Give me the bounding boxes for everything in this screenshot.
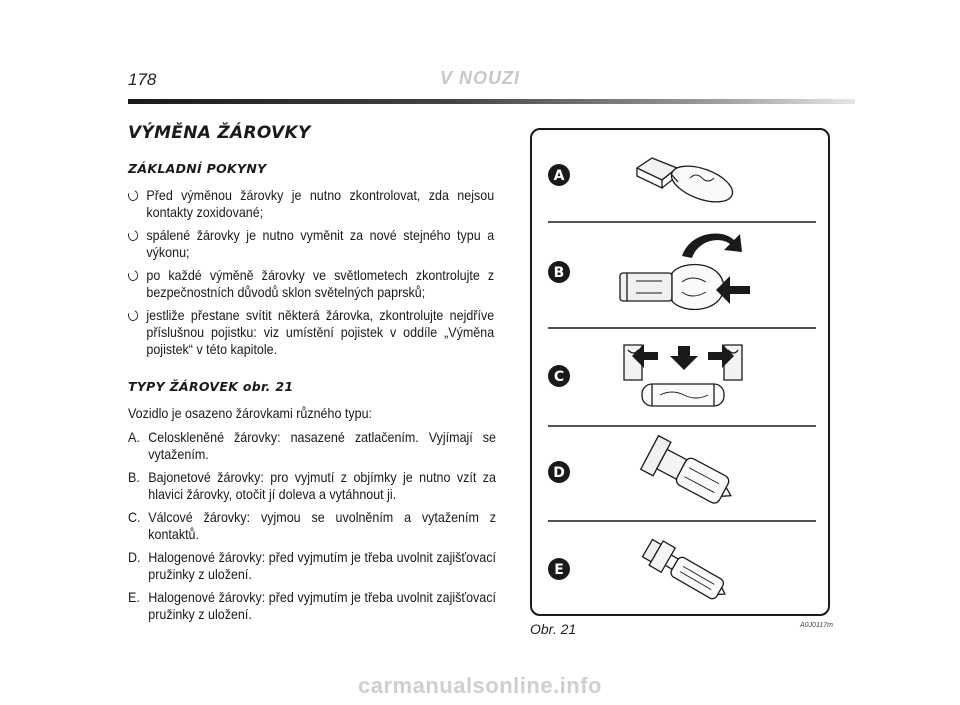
svg-text:D: D [553,465,565,481]
figure-caption: Obr. 21 [530,621,577,637]
running-header: V NOUZI [439,68,520,88]
list-item: D. Halogenové žárovky: před vyjmutím je třeba uvolnit zajišťovací pružinky z uložení. [128,550,497,582]
list-item: A. Celoskleněné žárovky: nasazené zatlačením. Vyjímají se vytažením. [128,430,497,462]
bulb-types-figure [530,128,830,616]
bullet-icon [127,268,140,282]
svg-text:E: E [554,562,564,578]
label-c-badge [548,365,570,387]
types-intro: Vozidlo je osazeno žárovkami různého typu: [128,406,373,421]
list-item: Před výměnou žárovky je nutno zkontrolovat, zda nejsou kontakty zoxidované; [128,187,494,221]
bullet-icon [127,308,140,322]
list-item: C. Válcové žárovky: vyjmou se uvolněním a vytažením z kontaktů. [128,510,497,542]
watermark: carmanualsonline.info [358,673,602,698]
wedge-bulb-illustration [637,158,737,209]
page-number: 178 [128,70,157,89]
page-title: VÝMĚNA ŽÁROVKY [128,123,311,143]
basic-instructions-list [128,187,495,358]
label-a-badge [548,164,570,186]
list-item: po každé výměně žárovky ve světlometech zkontrolujte z bezpečnostních důvodů sklon světelných paprsků; [128,267,494,301]
list-item: E. Halogenové žárovky: před vyjmutím je třeba uvolnit zajišťovací pružinky z uložení. [128,590,497,622]
svg-text:C: C [553,369,565,385]
svg-text:A: A [553,168,565,184]
label-d-badge [548,461,570,483]
halogen-h7-illustration [640,536,732,605]
rotate-arrow-icon [682,233,742,258]
bulb-types-list [128,429,497,623]
svg-text:B: B [553,265,565,281]
bullet-icon [127,188,140,202]
header-rule [128,99,855,104]
types-heading: TYPY ŽÁROVEK obr. 21 [128,379,294,394]
figure-code: A0J0117m [800,622,833,629]
label-e-badge [548,558,570,580]
halogen-h4-illustration [641,436,740,513]
list-item: spálené žárovky je nutno vyměnit za nové stejného typu a výkonu; [128,227,494,261]
bayonet-bulb-illustration [620,265,724,310]
text-column [128,118,497,629]
list-item: B. Bajonetové žárovky: pro vyjmutí z objímky je nutno vzít za hlavici žárovky, otočit jí doleva a vytáhnout ji. [128,470,497,502]
basic-heading: ZÁKLADNÍ POKYNY [128,161,267,176]
bullet-icon [127,228,140,242]
label-b-badge [548,261,570,283]
list-item: jestliže přestane svítit některá žárovka, zkontrolujte nejdříve příslušnou pojistku: viz umístění pojistek v oddíle „Výměna pojistek“ v této kapitole. [128,307,494,358]
down-arrow-icon [670,346,698,370]
